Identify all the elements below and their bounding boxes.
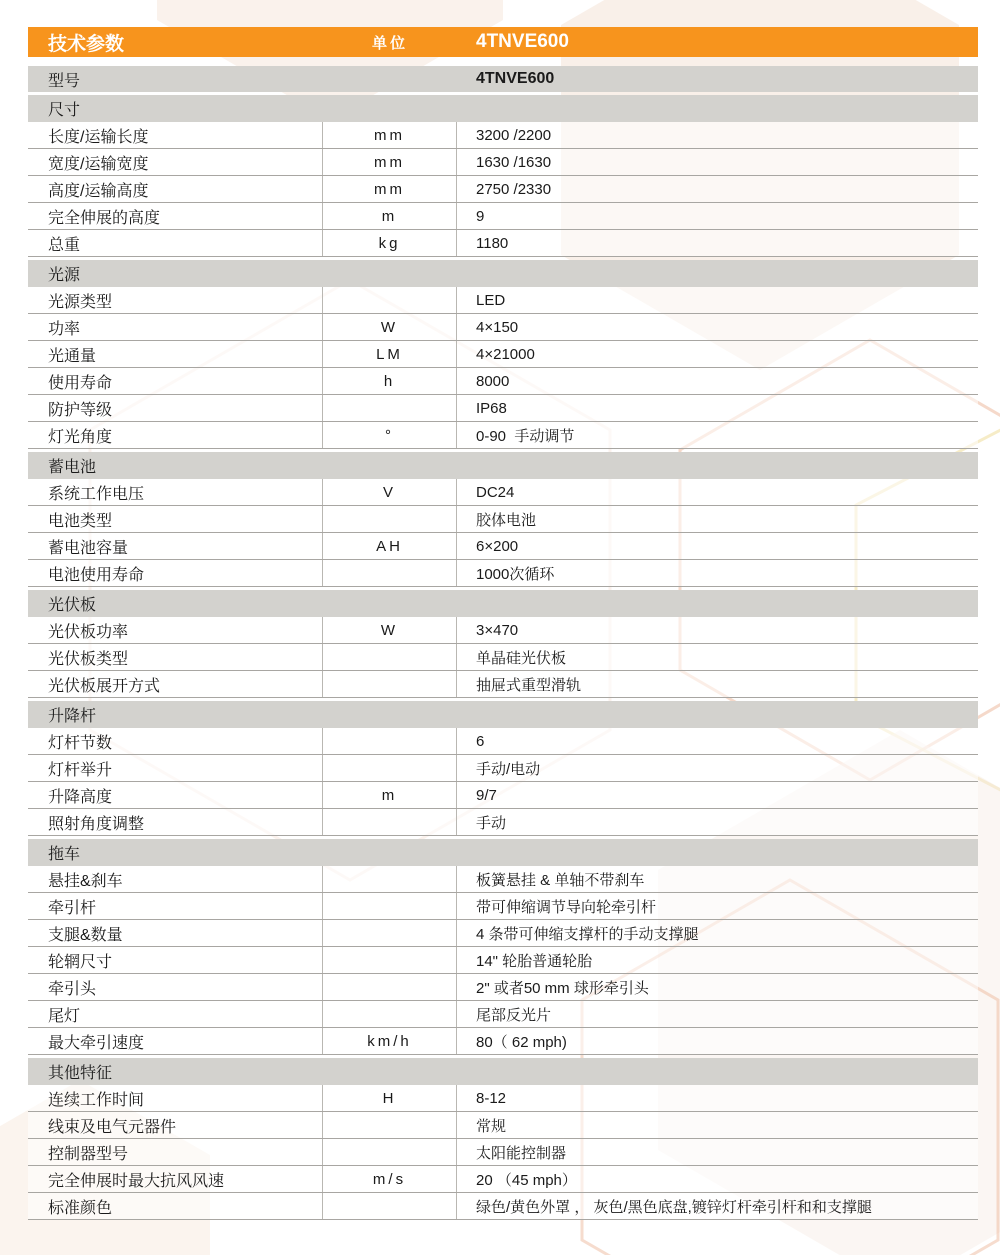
spec-row-value: DC24 xyxy=(476,483,515,501)
section-rows xyxy=(28,1085,978,1220)
spec-row-value: 8-12 xyxy=(476,1089,507,1107)
spec-row-value: 绿色/黄色外罩 ， 灰色/黑色底盘,镀锌灯杆牵引杆和和支撑腿 xyxy=(476,1198,872,1216)
spec-row-value: 6×200 xyxy=(476,537,519,555)
spec-section xyxy=(28,1058,978,1220)
spec-row xyxy=(28,230,978,257)
spec-row-value: 4×21000 xyxy=(476,345,535,363)
spec-row-value: 常规 xyxy=(476,1117,507,1135)
spec-row xyxy=(28,947,978,974)
section-rows xyxy=(28,866,978,1055)
section-header-row xyxy=(28,590,978,617)
spec-row-unit xyxy=(323,1193,457,1219)
spec-row xyxy=(28,974,978,1001)
unit-column-header: 单位 xyxy=(371,34,408,52)
spec-row-label: 防护等级 xyxy=(28,395,323,421)
section-title: 蓄电池 xyxy=(48,459,97,476)
spec-row-unit: mm xyxy=(323,122,457,148)
spec-row xyxy=(28,1112,978,1139)
spec-row-label: 牵引杆 xyxy=(28,893,323,919)
spec-row-value: 抽屉式重型滑轨 xyxy=(476,676,582,694)
spec-row-label: 轮辋尺寸 xyxy=(28,947,323,973)
spec-row xyxy=(28,422,978,449)
spec-row-value: 带可伸缩调节导向轮牵引杆 xyxy=(476,898,657,916)
spec-row-label: 电池使用寿命 xyxy=(28,560,323,586)
section-rows xyxy=(28,617,978,698)
spec-row-unit xyxy=(323,644,457,670)
spec-row-unit xyxy=(323,947,457,973)
spec-row xyxy=(28,287,978,314)
spec-row-value: 9/7 xyxy=(476,786,497,804)
spec-row-unit: km/h xyxy=(323,1028,457,1054)
spec-row-label: 灯光角度 xyxy=(28,422,323,448)
spec-row xyxy=(28,1028,978,1055)
spec-row-label: 标准颜色 xyxy=(28,1193,323,1219)
spec-row xyxy=(28,203,978,230)
spec-row-label: 光伏板展开方式 xyxy=(28,671,323,697)
spec-section xyxy=(28,95,978,257)
spec-row-unit xyxy=(323,671,457,697)
page-title: 技术参数 xyxy=(48,33,125,55)
spec-row-value: 9 xyxy=(476,207,485,225)
spec-row-unit: AH xyxy=(323,533,457,559)
model-value: 4TNVE600 xyxy=(476,70,555,87)
section-header-row xyxy=(28,452,978,479)
section-title: 光伏板 xyxy=(48,597,97,614)
spec-row-label: 完全伸展的高度 xyxy=(28,203,323,229)
spec-row-value: 0-90 手动调节 xyxy=(476,427,575,445)
section-rows xyxy=(28,479,978,587)
spec-row-label: 光伏板功率 xyxy=(28,617,323,643)
spec-row-label: 总重 xyxy=(28,230,323,256)
spec-row-label: 高度/运输高度 xyxy=(28,176,323,202)
spec-row xyxy=(28,671,978,698)
spec-row-unit: H xyxy=(323,1085,457,1111)
spec-row-value: 1630 /1630 xyxy=(476,153,552,171)
spec-row xyxy=(28,314,978,341)
spec-row xyxy=(28,809,978,836)
spec-row xyxy=(28,644,978,671)
section-title: 光源 xyxy=(48,267,81,284)
spec-row xyxy=(28,506,978,533)
spec-row-value: 太阳能控制器 xyxy=(476,1144,567,1162)
spec-row xyxy=(28,395,978,422)
section-rows xyxy=(28,728,978,836)
spec-row-value: 2750 /2330 xyxy=(476,180,552,198)
spec-row-unit: m/s xyxy=(323,1166,457,1192)
spec-row xyxy=(28,617,978,644)
spec-row-value: 80（ 62 mph) xyxy=(476,1033,567,1051)
spec-row-unit xyxy=(323,506,457,532)
spec-row-label: 牵引头 xyxy=(28,974,323,1000)
section-title: 其他特征 xyxy=(48,1065,113,1082)
spec-row-value: 1000次循环 xyxy=(476,565,555,583)
spec-row-label: 线束及电气元器件 xyxy=(28,1112,323,1138)
spec-section xyxy=(28,260,978,449)
spec-row-value: 3200 /2200 xyxy=(476,126,552,144)
spec-section xyxy=(28,839,978,1055)
spec-row-label: 尾灯 xyxy=(28,1001,323,1027)
spec-row-value: 手动 xyxy=(476,814,507,832)
spec-row-value: 胶体电池 xyxy=(476,511,537,529)
spec-row-value: 3×470 xyxy=(476,621,519,639)
spec-row-unit: ° xyxy=(323,422,457,448)
spec-row-value: 2" 或者50 mm 球形牵引头 xyxy=(476,979,649,997)
spec-row-label: 完全伸展时最大抗风风速 xyxy=(28,1166,323,1192)
spec-row xyxy=(28,1139,978,1166)
spec-row-value: 14" 轮胎普通轮胎 xyxy=(476,952,593,970)
spec-row-unit: h xyxy=(323,368,457,394)
model-label: 型号 xyxy=(48,72,81,90)
spec-row-unit: kg xyxy=(323,230,457,256)
spec-row-label: 升降高度 xyxy=(28,782,323,808)
spec-row-unit xyxy=(323,920,457,946)
spec-row-label: 长度/运输长度 xyxy=(28,122,323,148)
section-header-row xyxy=(28,95,978,122)
spec-row xyxy=(28,533,978,560)
section-title: 尺寸 xyxy=(48,102,81,119)
section-header-row xyxy=(28,701,978,728)
spec-row-value: 6 xyxy=(476,732,485,750)
spec-row-label: 功率 xyxy=(28,314,323,340)
table-header-row xyxy=(28,27,978,57)
spec-row-label: 最大牵引速度 xyxy=(28,1028,323,1054)
spec-row-label: 连续工作时间 xyxy=(28,1085,323,1111)
spec-row xyxy=(28,782,978,809)
spec-sections xyxy=(28,95,978,1220)
spec-row-unit xyxy=(323,1112,457,1138)
spec-row-unit xyxy=(323,809,457,835)
spec-row-unit: m xyxy=(323,203,457,229)
spec-row-unit xyxy=(323,1139,457,1165)
spec-row-label: 光源类型 xyxy=(28,287,323,313)
spec-row-label: 灯杆举升 xyxy=(28,755,323,781)
section-header-row xyxy=(28,1058,978,1085)
spec-row-unit: mm xyxy=(323,176,457,202)
section-rows xyxy=(28,287,978,449)
model-column-header: 4TNVE600 xyxy=(476,31,569,52)
spec-row xyxy=(28,122,978,149)
spec-row xyxy=(28,1166,978,1193)
spec-row-unit xyxy=(323,974,457,1000)
spec-row-value: 1180 xyxy=(476,234,509,252)
spec-row-value: 板簧悬挂 & 单轴不带刹车 xyxy=(476,871,645,889)
section-rows xyxy=(28,122,978,257)
spec-row xyxy=(28,176,978,203)
spec-row-label: 灯杆节数 xyxy=(28,728,323,754)
spec-row-unit: W xyxy=(323,314,457,340)
spec-row xyxy=(28,755,978,782)
spec-section xyxy=(28,701,978,836)
spec-row xyxy=(28,1193,978,1220)
spec-row-value: 单晶硅光伏板 xyxy=(476,649,567,667)
section-title: 升降杆 xyxy=(48,708,97,725)
spec-row xyxy=(28,368,978,395)
spec-row-value: 8000 xyxy=(476,372,510,390)
spec-row-value: 手动/电动 xyxy=(476,760,541,778)
spec-row-label: 光伏板类型 xyxy=(28,644,323,670)
spec-row xyxy=(28,866,978,893)
spec-row-unit: V xyxy=(323,479,457,505)
spec-row-label: 光通量 xyxy=(28,341,323,367)
section-header-row xyxy=(28,260,978,287)
spec-row-label: 宽度/运输宽度 xyxy=(28,149,323,175)
spec-row-unit xyxy=(323,755,457,781)
spec-row-label: 控制器型号 xyxy=(28,1139,323,1165)
spec-row-unit: mm xyxy=(323,149,457,175)
model-row xyxy=(28,66,978,92)
spec-row xyxy=(28,1001,978,1028)
spec-row-value: 20 （45 mph） xyxy=(476,1171,577,1189)
spec-row-label: 悬挂&刹车 xyxy=(28,866,323,892)
spec-row-label: 系统工作电压 xyxy=(28,479,323,505)
spec-row-value: 4×150 xyxy=(476,318,519,336)
spec-row xyxy=(28,893,978,920)
spec-row-label: 照射角度调整 xyxy=(28,809,323,835)
spec-row-label: 蓄电池容量 xyxy=(28,533,323,559)
spec-section xyxy=(28,452,978,587)
spec-row xyxy=(28,1085,978,1112)
spec-row-value: 尾部反光片 xyxy=(476,1006,552,1024)
spec-row-unit xyxy=(323,728,457,754)
spec-row xyxy=(28,728,978,755)
spec-row-value: IP68 xyxy=(476,399,507,417)
spec-row xyxy=(28,479,978,506)
spec-row-value: 4 条带可伸缩支撑杆的手动支撑腿 xyxy=(476,925,699,943)
spec-row-unit: W xyxy=(323,617,457,643)
spec-row-label: 电池类型 xyxy=(28,506,323,532)
spec-table xyxy=(28,27,978,1220)
spec-row xyxy=(28,920,978,947)
spec-row-unit xyxy=(323,560,457,586)
spec-row-unit xyxy=(323,1001,457,1027)
spec-row-value: LED xyxy=(476,291,506,309)
spec-row-unit xyxy=(323,893,457,919)
spec-row-unit: LM xyxy=(323,341,457,367)
spec-section xyxy=(28,590,978,698)
section-title: 拖车 xyxy=(48,846,81,863)
spec-row-label: 使用寿命 xyxy=(28,368,323,394)
section-header-row xyxy=(28,839,978,866)
spec-row-unit: m xyxy=(323,782,457,808)
spec-row-unit xyxy=(323,287,457,313)
spec-row-unit xyxy=(323,395,457,421)
spec-row-label: 支腿&数量 xyxy=(28,920,323,946)
spec-row xyxy=(28,149,978,176)
spec-row-unit xyxy=(323,866,457,892)
spec-row xyxy=(28,560,978,587)
spec-row xyxy=(28,341,978,368)
